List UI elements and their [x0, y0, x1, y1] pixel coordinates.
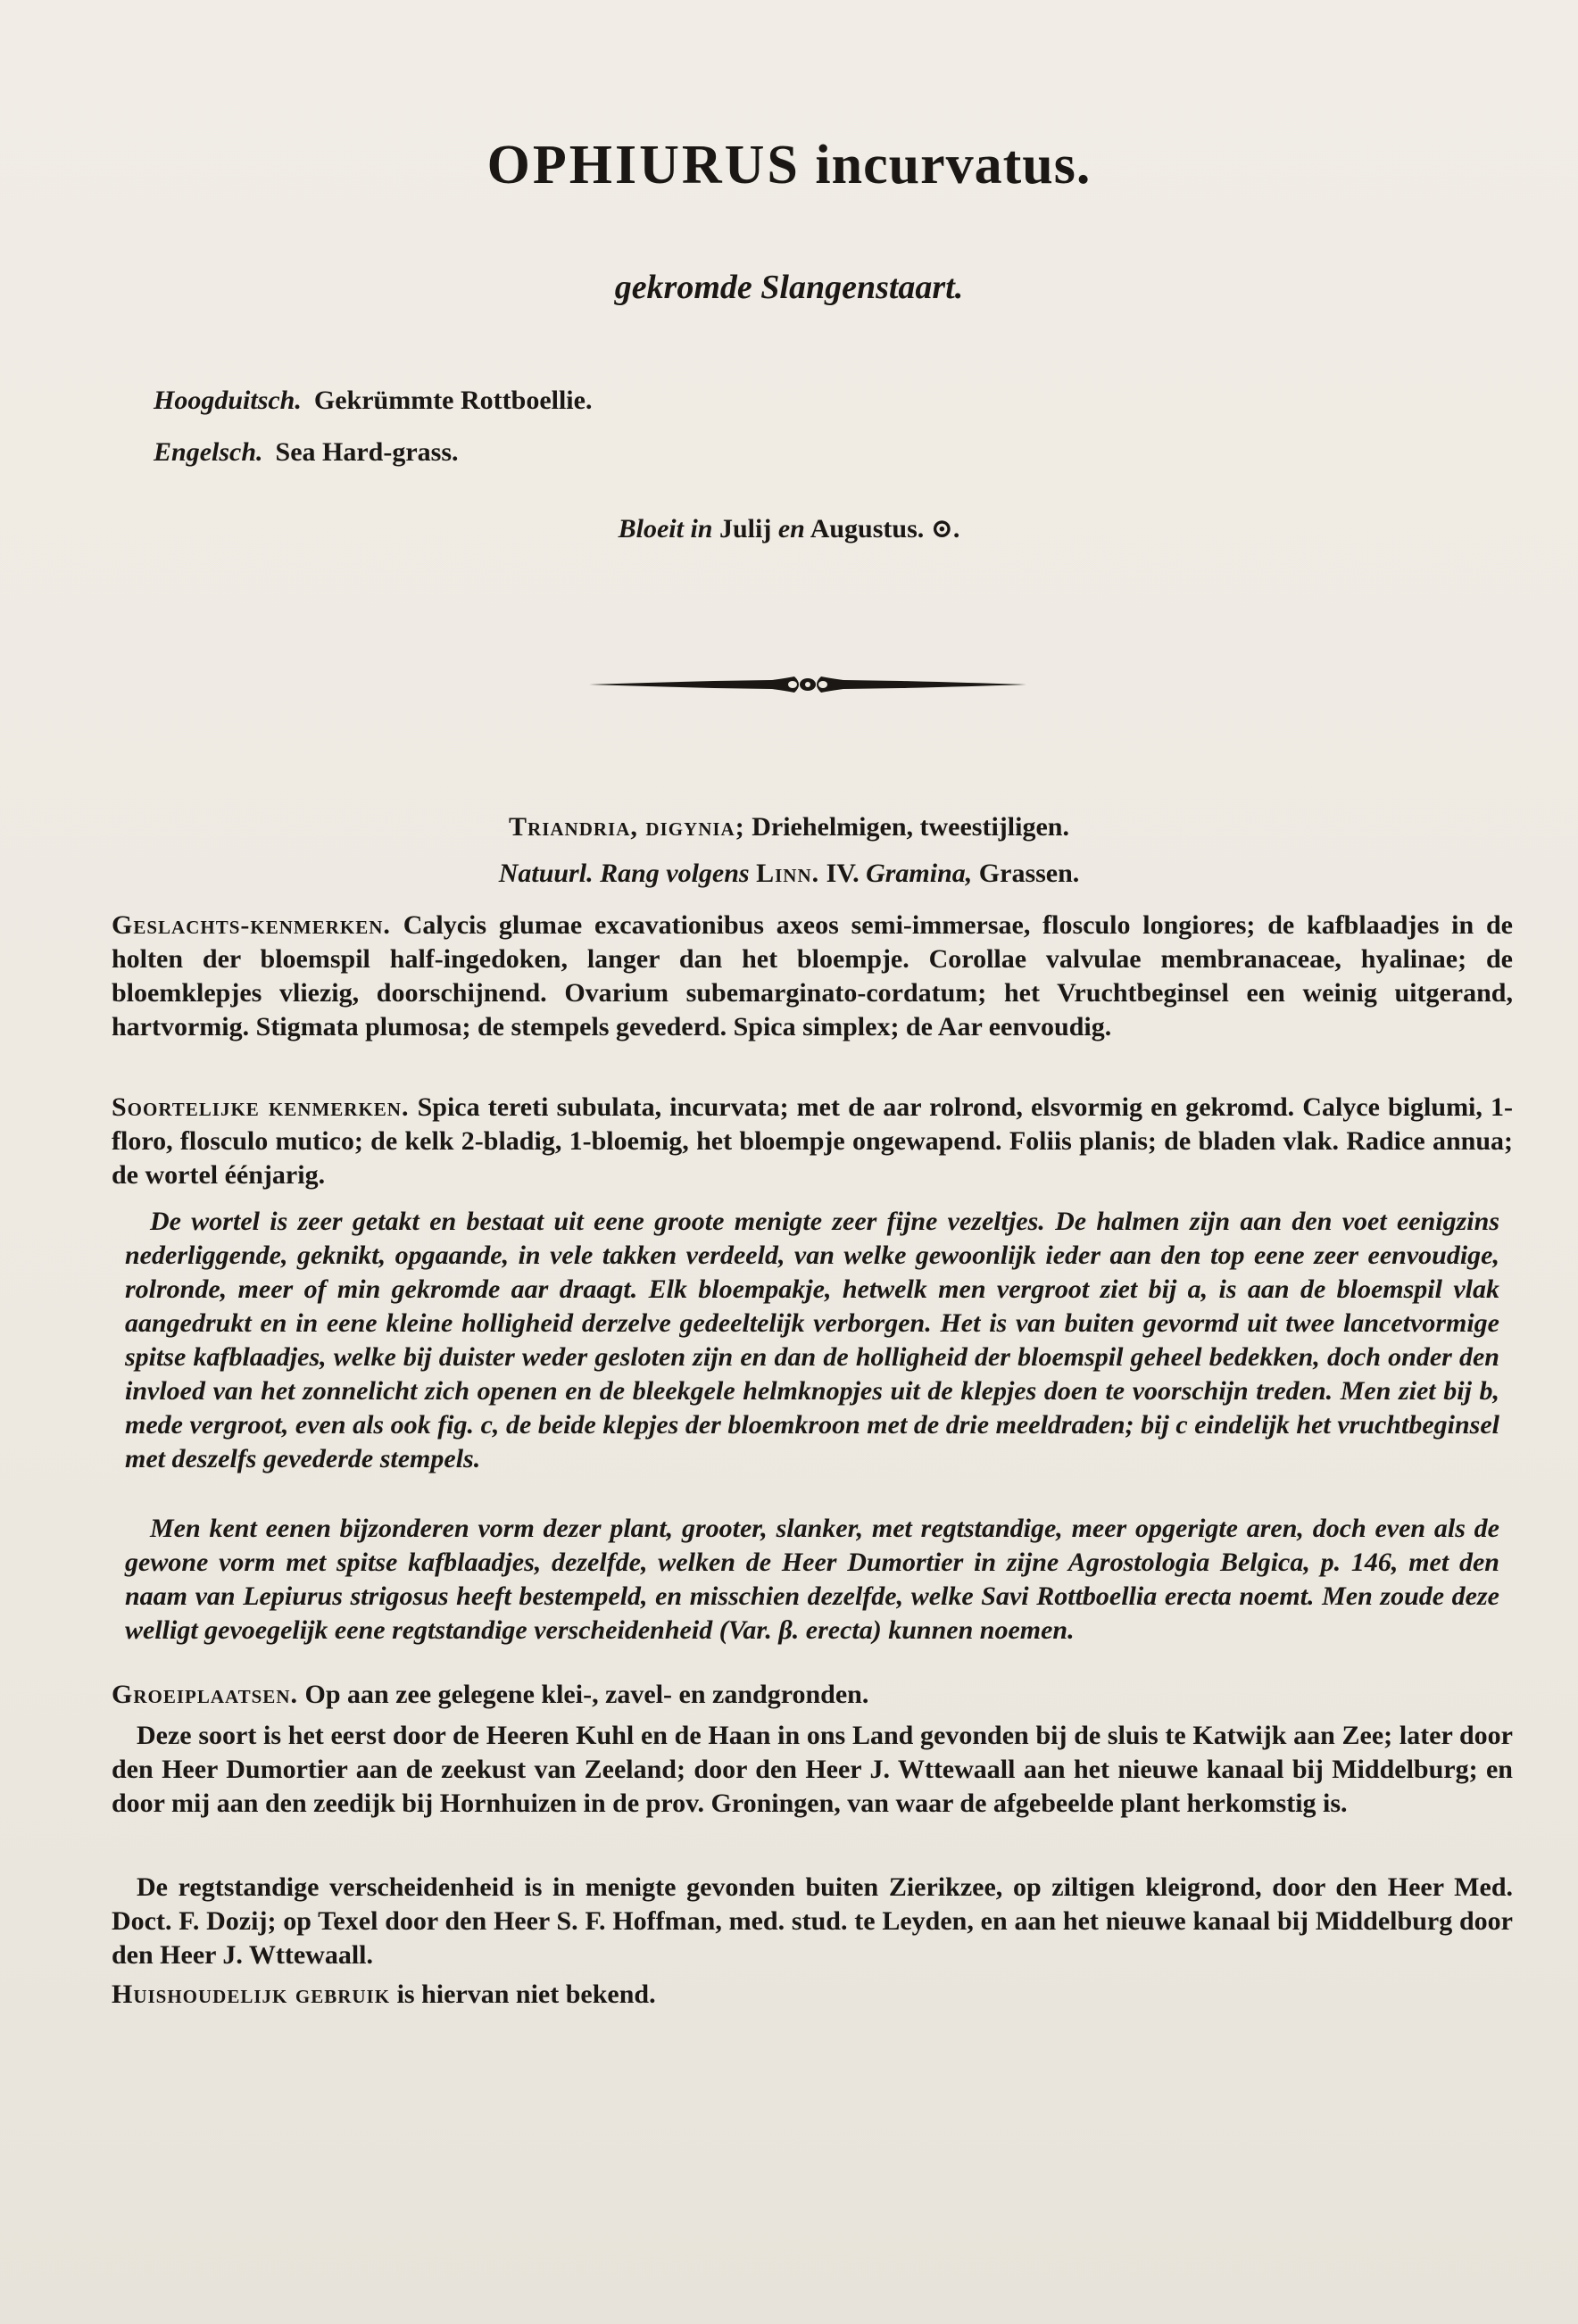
classification-line2 — [0, 857, 1578, 891]
rank-dutch: Grassen. — [978, 859, 1080, 888]
vernacular-names — [154, 375, 592, 478]
rank-gramina: Gramina, — [866, 859, 973, 888]
variety-locality-paragraph: De regtstandige verscheidenheid is in menigte gevonden buiten Zierikzee, op ziltigen kleigrond, door den Heer Med. Doct. F. Dozij; op Texel door den Heer S. F. Hoffman, med. stud. te Leyden, en aan het nieuwe kanaal bij Middelburg door den Heer J. Wttewaall. — [112, 1872, 1513, 1970]
section-text: Op aan zee gelegene klei-, zavel- en zandgronden. — [304, 1680, 869, 1709]
section-label: Huishoudelijk gebruik — [112, 1980, 391, 2009]
flowering-period — [0, 513, 1578, 544]
section-label: Soortelijke kenmerken. — [112, 1092, 410, 1122]
linnaeus: Linn. — [756, 859, 820, 888]
bloom-prefix: Bloeit — [618, 514, 684, 544]
name-value: Sea Hard-grass. — [275, 437, 459, 467]
bloom-month2: Augustus. — [810, 514, 925, 544]
bloom-in: in — [690, 514, 713, 544]
title-species: incurvatus. — [815, 135, 1092, 195]
locality-paragraph: Deze soort is het eerst door de Heeren Kuhl en de Haan in ons Land gevonden bij de sluis te Katwijk aan Zee; later door den Heer Dumortier aan de zeekust van Zeeland; door den Heer J. Wttewaall aan het nieuwe kanaal bij Middelburg; en door mij aan den zeedijk bij Hornhuizen in de prov. Groningen, van waar de afgebeelde plant herkomstig is. — [112, 1721, 1513, 1818]
page-title — [0, 134, 1578, 197]
name-english — [154, 427, 592, 478]
habitat — [112, 1678, 1513, 1712]
section-label: Groeiplaatsen. — [112, 1680, 298, 1709]
economic-use — [112, 1978, 1513, 2012]
bloom-en: en — [777, 514, 805, 544]
section-label: Geslachts-kenmerken. — [112, 910, 391, 940]
name-value: Gekrümmte Rottboellie. — [313, 386, 593, 415]
genus-characters — [112, 909, 1513, 1044]
class-dutch: Driehelmigen, tweestijligen. — [752, 812, 1069, 842]
name-lang: Hoogduitsch. — [154, 386, 302, 415]
divider-ornament — [589, 671, 1026, 698]
annual-symbol: ⊙. — [930, 514, 960, 544]
name-german — [154, 375, 592, 427]
rank-number: IV. — [826, 859, 860, 888]
section-text: Spica tereti subulata, incurvata; met de aar rolrond, elsvormig en gekromd. Calyce biglumi, 1-floro, flosculo mutico; de kelk 2-bladig, 1-bloemig, het bloempje ongewapend. Foliis planis; de bladen vlak. Radice annua; de wortel éénjarig. — [112, 1092, 1514, 1190]
variety-paragraph: Men kent eenen bijzonderen vorm dezer plant, grooter, slanker, met regtstandige, meer opgerigte aren, doch even als de gewone vorm met spitse kafblaadjes, dezelfde, welken de Heer Dumortier in zijne Agrostologia Belgica, p. 146, met den naam van Lepiurus strigosus heeft bestempeld, en misschien dezelfde, welke Savi Rottboellia erecta noemt. Men zoude deze welligt gevoegelijk eene regtstandige verscheidenheid (Var. β. erecta) kunnen noemen. — [125, 1514, 1499, 1645]
bloom-month1: Julij — [718, 514, 772, 544]
section-text: is hiervan niet bekend. — [396, 1980, 656, 2009]
name-lang: Engelsch. — [154, 437, 263, 467]
title-genus: OPHIURUS — [486, 135, 801, 195]
classification-line1 — [0, 810, 1578, 844]
species-characters — [112, 1091, 1513, 1192]
description-paragraph: De wortel is zeer getakt en bestaat uit eene groote menigte zeer fijne vezeltjes. De halmen zijn aan den voet eenigzins nederliggende, geknikt, opgaande, in vele takken verdeeld, van welke gewoonlijk ieder aan den top eene zeer eenvoudige, rolronde, meer of min gekromde aar draagt. Elk bloempakje, hetwelk men vergroot ziet bij a, is aan de bloemspil vlak aangedrukt en in eene kleine holligheid derzelve gedeeltelijk verborgen. Het is van buiten gevormd uit twee lancetvormige spitse kafblaadjes, welke bij duister weder gesloten zijn en dan de holligheid der bloemspil geheel bedekken, doch onder den invloed van het zonnelicht zich openen en de bleekgele helmknopjes uit de klepjes doen te voorschijn treden. Men ziet bij b, mede vergroot, even als ook fig. c, de beide klepjes der bloemkroon met de drie meeldraden; bij c eindelijk het vruchtbeginsel met deszelfs gevederde stempels. — [125, 1207, 1499, 1473]
section-text: Calycis glumae excavationibus axeos semi-immersae, flosculo longiores; de kafblaadjes in de holten der bloemspil half-ingedoken, langer dan het bloempje. Corollae valvulae membranaceae, hyalinae; de bloemklepjes vliezig, doorschijnend. Ovarium subemarginato-cordatum; het Vruchtbeginsel een weinig uitgerand, hartvormig. Stigmata plumosa; de stempels gevederd. Spica simplex; de Aar eenvoudig. — [112, 910, 1513, 1042]
linnaean-class: Triandria, digynia; — [509, 812, 745, 842]
rank-label: Natuurl. Rang volgens — [498, 859, 750, 888]
page-subtitle: gekromde Slangenstaart. — [614, 269, 964, 306]
